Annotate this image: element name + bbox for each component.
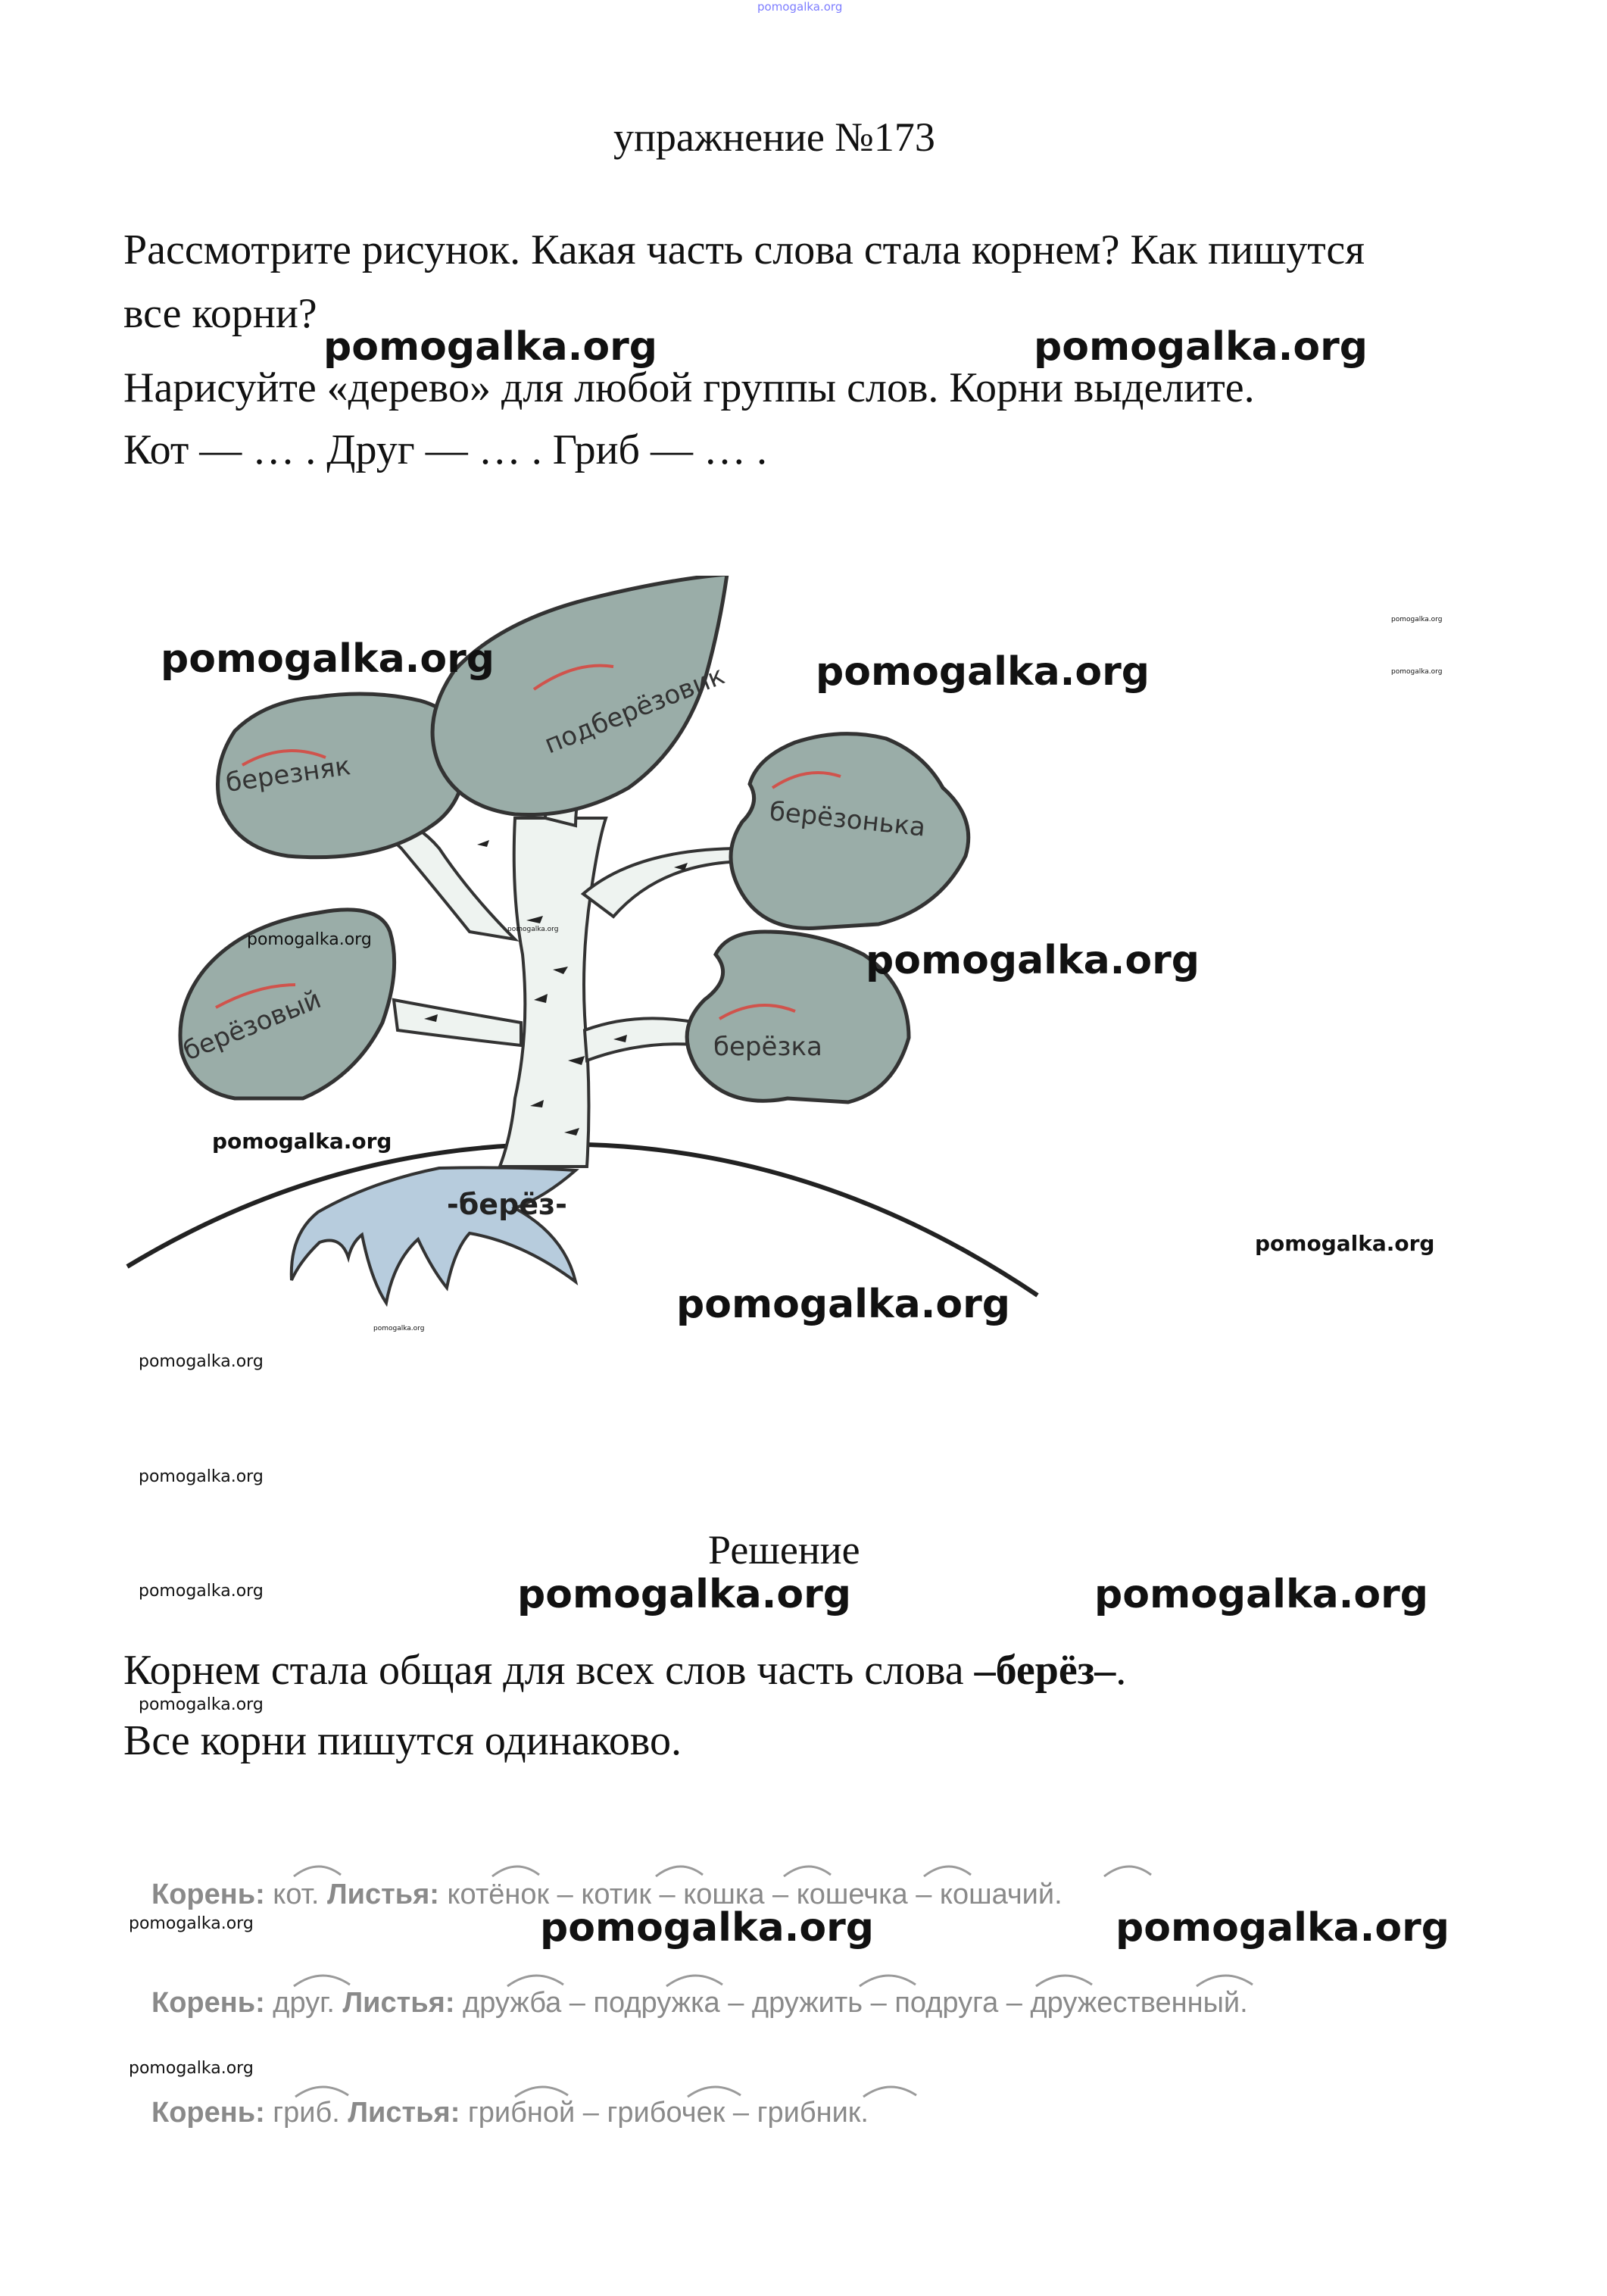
watermark: pomogalka.org [1034, 324, 1368, 370]
solution-line-1-end: . [1116, 1647, 1127, 1694]
watermark: pomogalka.org [161, 636, 495, 682]
root-label: Корень: [151, 1879, 265, 1910]
watermark: pomogalka.org [139, 1582, 264, 1601]
solution-root: –берёз– [974, 1647, 1116, 1694]
root-label: Корень: [151, 2097, 265, 2129]
watermark: pomogalka.org [139, 1467, 264, 1486]
root-label: -берёз- [447, 1188, 567, 1221]
leaves-words: котёнок – котик – кошка – кошечка – кошачий. [447, 1879, 1062, 1910]
watermark: pomogalka.org [1255, 1231, 1435, 1256]
watermark: pomogalka.org [507, 926, 559, 933]
solution-line-2: Все корни пишутся одинаково. [123, 1717, 682, 1764]
watermark: pomogalka.org [247, 930, 372, 949]
watermark: pomogalka.org [139, 1695, 264, 1714]
watermark: pomogalka.org [373, 1325, 425, 1332]
leaf-word: берёзонька [768, 796, 928, 843]
leaf-word: подберёзовик [540, 660, 729, 761]
leaves-words: грибной – грибочек – грибник. [467, 2097, 869, 2129]
leaf-word: берёзка [713, 1032, 822, 1062]
watermark: pomogalka.org [1391, 668, 1443, 676]
watermark: pomogalka.org [323, 324, 658, 370]
watermark: pomogalka.org [129, 1914, 254, 1933]
watermark: pomogalka.org [816, 649, 1150, 695]
watermark: pomogalka.org [1094, 1572, 1429, 1617]
watermark: pomogalka.org [676, 1282, 1011, 1327]
watermark: pomogalka.org [139, 1352, 264, 1371]
watermark: pomogalka.org [129, 2059, 254, 2078]
task-line-4: Кот — … . Друг — … . Гриб — … . [123, 426, 768, 473]
answer-row-drug [151, 1987, 1248, 2020]
root-word: кот. [273, 1879, 320, 1910]
watermark: pomogalka.org [540, 1905, 875, 1951]
watermark: pomogalka.org [1391, 616, 1443, 623]
exercise-title: упражнение №173 [613, 114, 935, 160]
solution-line-1-text: Корнем стала общая для всех слов часть слова [123, 1647, 975, 1694]
leaves-words: дружба – подружка – дружить – подруга – дружественный. [463, 1987, 1248, 2019]
watermark: pomogalka.org [517, 1572, 852, 1617]
root-label: Корень: [151, 1987, 265, 2019]
task-line-2: все корни? [123, 290, 317, 337]
watermark: pomogalka.org [212, 1129, 392, 1154]
leaves-label: Листья: [342, 1987, 455, 2019]
solution-heading: Решение [708, 1527, 860, 1573]
watermark: pomogalka.org [866, 938, 1200, 983]
leaves-label: Листья: [326, 1879, 439, 1910]
task-line-3: Нарисуйте «дерево» для любой группы слов. Корни выделите. [123, 364, 1255, 411]
root-word: друг. [273, 1987, 335, 2019]
watermark: pomogalka.org [1116, 1905, 1450, 1951]
leaf-word: берёзовый [179, 984, 326, 1067]
top-watermark: pomogalka.org [757, 0, 843, 14]
task-line-1: Рассмотрите рисунок. Какая часть слова стала корнем? Как пишутся [123, 226, 1365, 273]
root-word: гриб. [273, 2097, 340, 2129]
answer-row-grib [151, 2097, 869, 2129]
leaf-word: березняк [223, 751, 353, 798]
leaves-label: Листья: [348, 2097, 460, 2129]
